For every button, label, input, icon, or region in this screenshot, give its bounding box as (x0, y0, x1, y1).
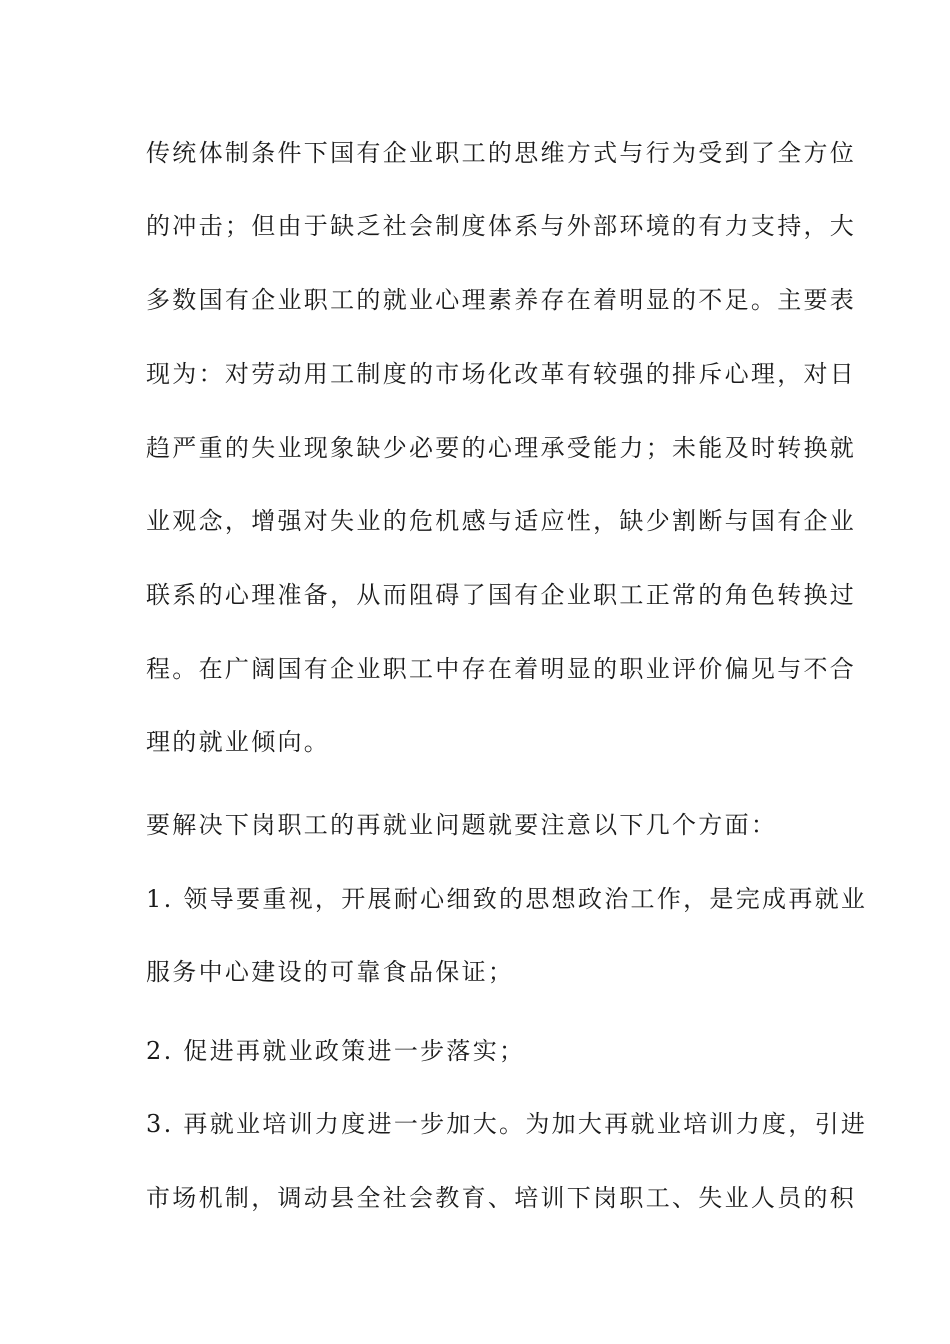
text-line: 传统体制条件下国有企业职工的思维方式与行为受到了全方位 (146, 139, 857, 167)
text-line: 现为：对劳动用工制度的市场化改革有较强的排斥心理，对日 (146, 360, 857, 388)
text-line: 联系的心理准备，从而阻碍了国有企业职工正常的角色转换过 (146, 581, 857, 609)
text-line: 趋严重的失业现象缺少必要的心理承受能力；未能及时转换就 (146, 434, 857, 462)
text-line: 市场机制，调动县全社会教育、培训下岗职工、失业人员的积 (146, 1184, 857, 1212)
text-line: 的冲击；但由于缺乏社会制度体系与外部环境的有力支持，大 (146, 212, 857, 240)
text-line: 3. 再就业培训力度进一步加大。为加大再就业培训力度，引进 (146, 1110, 868, 1138)
text-line: 程。在广阔国有企业职工中存在着明显的职业评价偏见与不合 (146, 655, 857, 683)
text-line: 服务中心建设的可靠食品保证； (146, 958, 515, 986)
text-line: 2. 促进再就业政策进一步落实； (146, 1037, 526, 1065)
text-line: 业观念，增强对失业的危机感与适应性，缺少割断与国有企业 (146, 507, 857, 535)
text-line: 多数国有企业职工的就业心理素养存在着明显的不足。主要表 (146, 286, 857, 314)
text-line: 1. 领导要重视，开展耐心细致的思想政治工作，是完成再就业 (146, 885, 868, 913)
text-line: 理的就业倾向。 (146, 728, 331, 756)
text-line: 要解决下岗职工的再就业问题就要注意以下几个方面： (146, 811, 778, 839)
